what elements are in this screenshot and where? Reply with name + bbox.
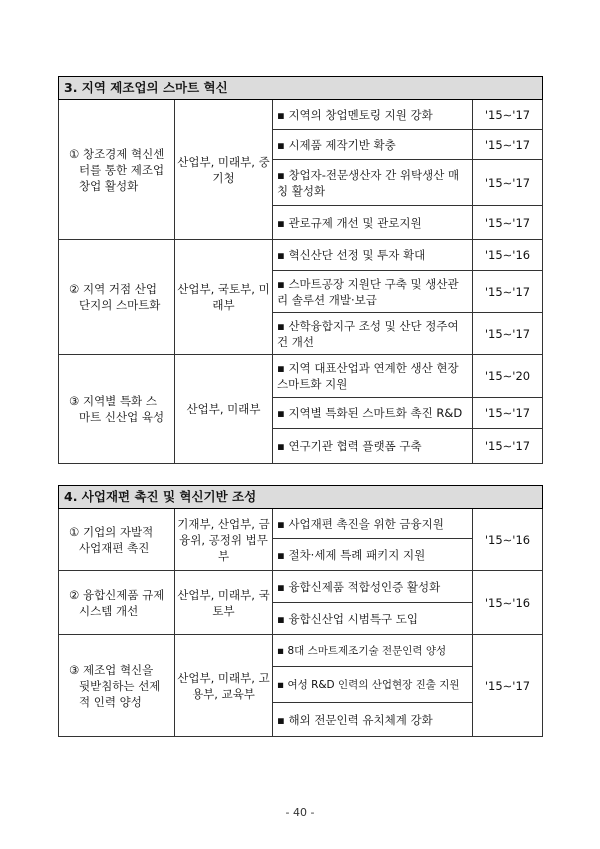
item-cell: ▪ 해외 전문인력 유치체계 강화 bbox=[273, 703, 473, 737]
item-cell: ▪ 절차‧세제 특례 패키지 지원 bbox=[273, 539, 473, 571]
item-cell: ▪ 스마트공장 지원단 구축 및 생산관리 솔루션 개발‧보급 bbox=[273, 271, 473, 313]
item-cell: ▪ 사업재편 촉진을 위한 금융지원 bbox=[273, 509, 473, 539]
period-cell: '15∼'17 bbox=[473, 206, 543, 240]
period-cell: '15∼'16 bbox=[473, 509, 543, 571]
page-number: - 40 - bbox=[285, 806, 315, 819]
table-row bbox=[59, 571, 543, 603]
section3-table bbox=[58, 76, 543, 464]
item-cell: ▪ 융합신산업 시범특구 도입 bbox=[273, 603, 473, 635]
dept-cell: 산업부, 미래부, 국토부 bbox=[175, 571, 273, 635]
period-cell: '15∼'17 bbox=[473, 429, 543, 464]
dept-cell: 산업부, 미래부, 고용부, 교육부 bbox=[175, 635, 273, 737]
item-cell: ▪ 시제품 제작기반 확충 bbox=[273, 130, 473, 160]
table-row bbox=[59, 635, 543, 667]
period-cell: '15∼'17 bbox=[473, 160, 543, 206]
task-cell: ② 융합신제품 규제 시스템 개선 bbox=[59, 571, 175, 635]
period-cell: '15∼'20 bbox=[473, 355, 543, 398]
period-cell: '15∼'17 bbox=[473, 635, 543, 737]
dept-cell: 기재부, 산업부, 금융위, 공정위 법무부 bbox=[175, 509, 273, 571]
item-cell: ▪ 지역의 창업멘토링 지원 강화 bbox=[273, 100, 473, 130]
item-cell: ▪ 산학융합지구 조성 및 산단 정주여건 개선 bbox=[273, 313, 473, 355]
table-row bbox=[59, 509, 543, 539]
item-cell: ▪ 융합신제품 적합성인증 활성화 bbox=[273, 571, 473, 603]
period-cell: '15∼'16 bbox=[473, 240, 543, 271]
item-cell: ▪ 여성 R&D 인력의 산업현장 진출 지원 bbox=[273, 667, 473, 703]
period-cell: '15∼'17 bbox=[473, 100, 543, 130]
item-cell: ▪ 관로규제 개선 및 관로지원 bbox=[273, 206, 473, 240]
item-cell: ▪ 연구기관 협력 플랫폼 구축 bbox=[273, 429, 473, 464]
task-cell: ③ 제조업 혁신을 뒷받침하는 선제적 인력 양성 bbox=[59, 635, 175, 737]
table-row bbox=[59, 240, 543, 271]
task-cell: ② 지역 거점 산업단지의 스마트화 bbox=[59, 240, 175, 355]
task-cell: ③ 지역별 특화 스마트 신산업 육성 bbox=[59, 355, 175, 464]
dept-cell: 산업부, 미래부, 중기청 bbox=[175, 100, 273, 240]
item-cell: ▪ 8대 스마트제조기술 전문인력 양성 bbox=[273, 635, 473, 667]
period-cell: '15∼'17 bbox=[473, 313, 543, 355]
period-cell: '15∼'16 bbox=[473, 571, 543, 635]
item-cell: ▪ 창업자-전문생산자 간 위탁생산 매칭 활성화 bbox=[273, 160, 473, 206]
section4-table bbox=[58, 485, 543, 737]
table-row bbox=[59, 100, 543, 130]
period-cell: '15∼'17 bbox=[473, 398, 543, 429]
item-cell: ▪ 혁신산단 선정 및 투자 확대 bbox=[273, 240, 473, 271]
dept-cell: 산업부, 국토부, 미래부 bbox=[175, 240, 273, 355]
task-cell: ① 기업의 자발적 사업재편 촉진 bbox=[59, 509, 175, 571]
section4-title: 4. 사업재편 촉진 및 혁신기반 조성 bbox=[59, 486, 543, 509]
dept-cell: 산업부, 미래부 bbox=[175, 355, 273, 464]
item-cell: ▪ 지역 대표산업과 연계한 생산 현장 스마트화 지원 bbox=[273, 355, 473, 398]
table-row bbox=[59, 355, 543, 398]
item-cell: ▪ 지역별 특화된 스마트화 촉진 R&D bbox=[273, 398, 473, 429]
task-cell: ① 창조경제 혁신센터를 통한 제조업 창업 활성화 bbox=[59, 100, 175, 240]
period-cell: '15∼'17 bbox=[473, 271, 543, 313]
period-cell: '15∼'17 bbox=[473, 130, 543, 160]
section3-title: 3. 지역 제조업의 스마트 혁신 bbox=[59, 77, 543, 100]
